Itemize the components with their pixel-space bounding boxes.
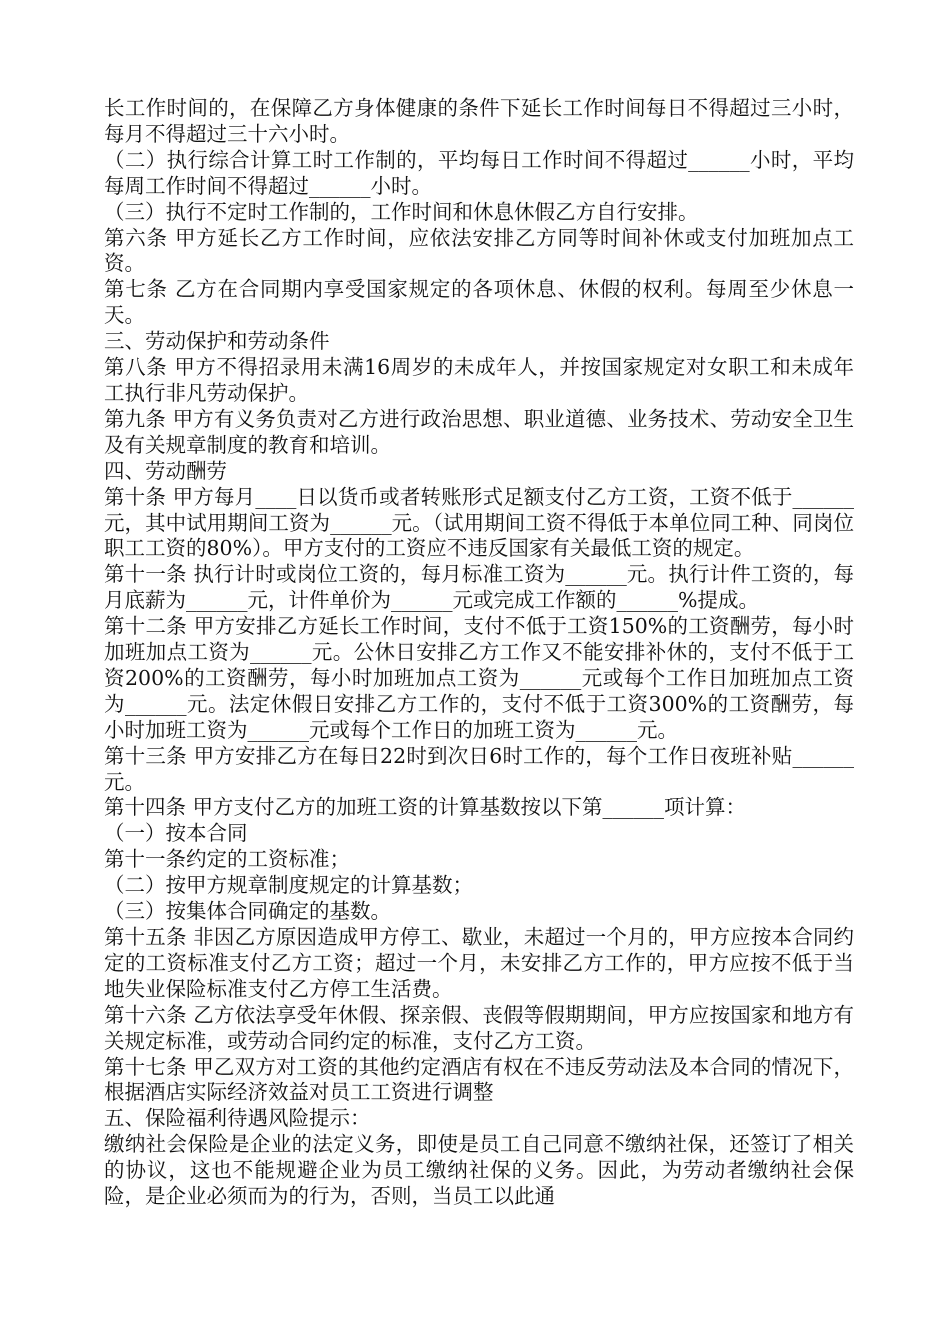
paragraph: 第八条 甲方不得招录用未满16周岁的未成年人，并按国家规定对女职工和未成年工执行非凡劳动保护。 <box>104 355 854 405</box>
paragraph: 第十四条 甲方支付乙方的加班工资的计算基数按以下第______项计算： <box>104 795 747 820</box>
paragraph: 第十二条 甲方安排乙方延长工作时间，支付不低于工资150%的工资酬劳，每小时加班加点工资为______元。公休日安排乙方工作又不能安排补休的，支付不低于工资200%的工资酬劳，每小时加班加点工资为______元或每个工作日加班加点工资为______元。法定休假日安排乙方工作的，支付不低于工资300%的工资酬劳，每小时加班工资为______元或每个工作日的加班工资为______元。 <box>104 614 854 742</box>
paragraph: 第十一条约定的工资标准； <box>104 847 350 872</box>
paragraph: 长工作时间的，在保障乙方身体健康的条件下延长工作时间每日不得超过三小时，每月不得超过三十六小时。 <box>104 96 854 146</box>
section-heading: 三、劳动保护和劳动条件 <box>104 329 330 354</box>
paragraph: 缴纳社会保险是企业的法定义务，即使是员工自己同意不缴纳社保，还签订了相关的协议，这也不能规避企业为员工缴纳社保的义务。因此，为劳动者缴纳社会保险，是企业必须而为的行为，否则，当员工以此通 <box>104 1132 854 1209</box>
paragraph: （一）按本合同 <box>104 821 248 846</box>
paragraph: （二）按甲方规章制度规定的计算基数； <box>104 873 473 898</box>
section-heading: 四、劳动酬劳 <box>104 458 227 483</box>
paragraph: 第九条 甲方有义务负责对乙方进行政治思想、职业道德、业务技术、劳动安全卫生及有关规章制度的教育和培训。 <box>104 406 854 457</box>
document-body <box>104 96 854 1210</box>
paragraph: 第十六条 乙方依法享受年休假、探亲假、丧假等假期期间，甲方应按国家和地方有关规定标准，或劳动合同约定的标准，支付乙方工资。 <box>104 1002 854 1053</box>
paragraph: 第十三条 甲方安排乙方在每日22时到次日6时工作的，每个工作日夜班补贴______元。 <box>104 743 854 794</box>
paragraph: 第十一条 执行计时或岗位工资的，每月标准工资为______元。执行计件工资的，每月底薪为______元，计件单价为______元或完成工作额的______%提成。 <box>104 562 854 613</box>
paragraph: 第十七条 甲乙双方对工资的其他约定酒店有权在不违反劳动法及本合同的情况下，根据酒店实际经济效益对员工工资进行调整 <box>104 1054 854 1105</box>
paragraph: 第十条 甲方每月____日以货币或者转账形式足额支付乙方工资，工资不低于______元，其中试用期间工资为______元。（试用期间工资不得低于本单位同工种、同岗位职工工资的80%）。甲方支付的工资应不违反国家有关最低工资的规定。 <box>104 484 854 561</box>
paragraph: （二）执行综合计算工时工作制的，平均每日工作时间不得超过______小时，平均每周工作时间不得超过______小时。 <box>104 147 854 198</box>
paragraph: 第六条 甲方延长乙方工作时间，应依法安排乙方同等时间补休或支付加班加点工资。 <box>104 225 854 276</box>
section-heading: 五、保险福利待遇风险提示： <box>104 1106 371 1131</box>
paragraph: （三）按集体合同确定的基数。 <box>104 899 391 924</box>
paragraph: 第七条 乙方在合同期内享受国家规定的各项休息、休假的权利。每周至少休息一天。 <box>104 277 854 328</box>
paragraph: 第十五条 非因乙方原因造成甲方停工、歇业，未超过一个月的，甲方应按本合同约定的工资标准支付乙方工资；超过一个月，未安排乙方工作的，甲方应按不低于当地失业保险标准支付乙方停工生活费。 <box>104 925 854 1001</box>
paragraph: （三）执行不定时工作制的，工作时间和休息休假乙方自行安排。 <box>104 199 699 224</box>
